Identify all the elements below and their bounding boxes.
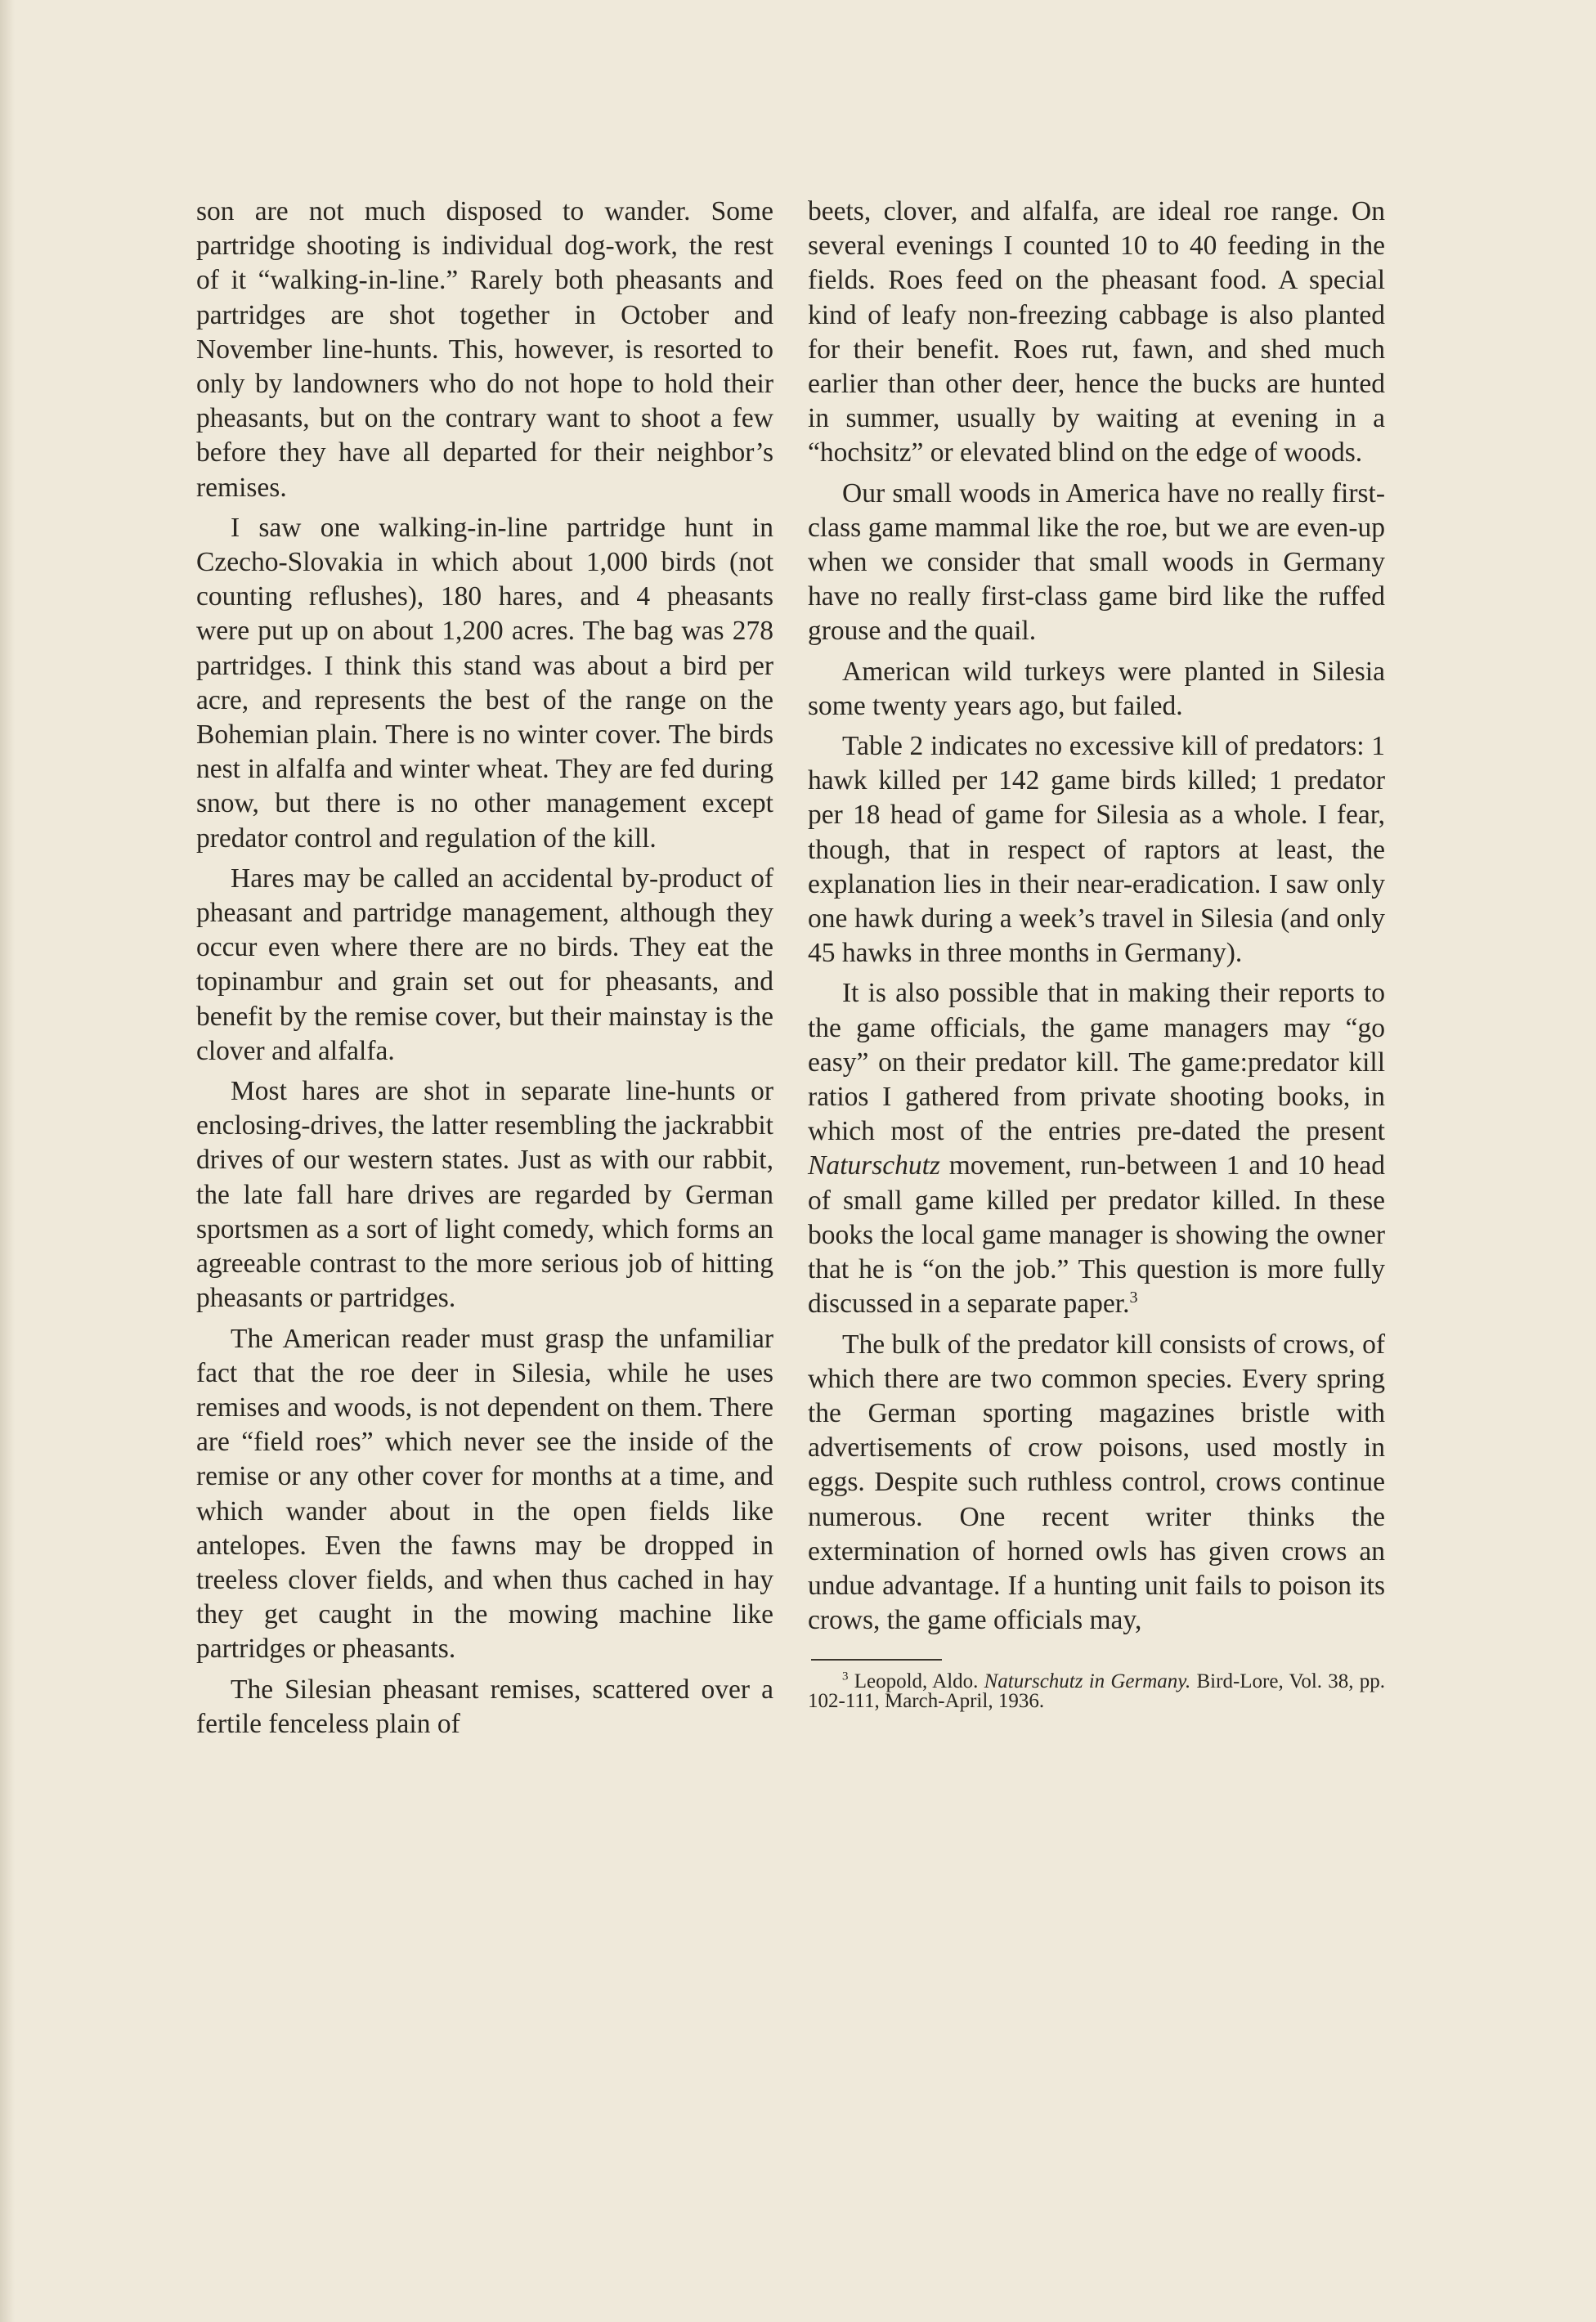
page-binding-edge (0, 0, 15, 2322)
footnote-title: Naturschutz in Germany. (984, 1670, 1191, 1693)
paragraph-text: It is also possible that in making their reports to the game officials, the game managers may “go easy” on their predator kill. The game:predator kill ratios I gathered from private shooting books, in which most of the entries pre-dated the present (808, 978, 1385, 1147)
paragraph-text: movement, run-between 1 and 10 head of small game killed per predator killed. In these books the local game manager is showing the owner that he is “on the job.” This question is more fully discussed in a separate paper. (808, 1150, 1385, 1320)
paragraph: Most hares are shot in separate line-hunts or enclosing-drives, the latter resembling the jackrabbit drives of our western states. Just as with our rabbit, the late fall hare drives are regarded by German sportsmen as a sort of light comedy, which forms an agreeable contrast to the more serious job of hitting pheasants or partridges. (196, 1076, 773, 1314)
paragraph: beets, clover, and alfalfa, are ideal roe range. On several evenings I counted 10 to 40 feeding in the fields. Roes feed on the pheasant food. A special kind of leafy non-freezing cabbage is also planted for their benefit. Roes rut, fawn, and shed much earlier than other deer, hence the bucks are hunted in summer, usually by waiting at evening in a “hochsitz” or elevated blind on the edge of woods. (808, 196, 1385, 468)
paragraph: Hares may be called an accidental by-product of pheasant and partridge management, although they occur even where there are no birds. They eat the topinambur and grain set out for pheasants, and benefit by the remise cover, but their mainstay is the clover and alfalfa. (196, 863, 773, 1066)
footnote-divider (811, 1659, 942, 1661)
footnote-author: Leopold, Aldo. (848, 1670, 984, 1693)
footnote-mark: 3 (842, 1670, 849, 1683)
paragraph: The bulk of the predator kill consists of crows, of which there are two common species. Every spring the German sporting magazines bristle with advertisements of crow poisons, used mostly in eggs. Despite such ruthless control, crows continue numerous. One recent writer thinks the extermination of horned owls has given crows an undue advantage. If a hunting unit fails to poison its crows, the game officials may, (808, 1329, 1385, 1636)
paragraph (808, 976, 1385, 1321)
paragraph: I saw one walking-in-line partridge hunt in Czecho-Slovakia in which about 1,000 birds (not counting reflushes), 180 hares, and 4 pheasants were put up on about 1,200 acres. The bag was 278 partridges. I think this stand was about a bird per acre, and represents the best of the range on the Bohemian plain. There is no winter cover. The birds nest in alfalfa and winter wheat. They are fed during snow, but there is no other management except predator control and regulation of the kill. (196, 512, 773, 854)
paragraph: The American reader must grasp the unfamiliar fact that the roe deer in Silesia, while he uses remises and woods, is not dependent on them. There are “field roes” which never see the inside of the remise or any other cover for months at a time, and which wander about in the open fields like antelopes. Even the fawns may be dropped in treeless clover fields, and when thus cached in hay they get caught in the mowing machine like partridges or pheasants. (196, 1323, 773, 1665)
paragraph: Table 2 indicates no excessive kill of predators: 1 hawk killed per 142 game birds killed; 1 predator per 18 head of game for Silesia as a whole. I fear, though, that in respect of raptors at least, the explanation lies in their near-eradication. I saw only one hawk during a week’s travel in Silesia (and only 45 hawks in three months in Germany). (808, 731, 1385, 969)
footnote (808, 1672, 1385, 1711)
paragraph: son are not much disposed to wander. Some partridge shooting is individual dog-work, the rest of it “walking-in-line.” Rarely both pheasants and partridges are shot together in October and November line-hunts. This, however, is resorted to only by landowners who do not hope to hold their pheasants, but on the contrary want to shoot a few before they have all departed for their neighbor’s remises. (196, 196, 773, 503)
left-column (196, 195, 773, 1747)
paragraph: Our small woods in America have no really first-class game mammal like the roe, but we are even-up when we consider that small woods in Germany have no really first-class game bird like the ruffed grouse and the quail. (808, 477, 1385, 647)
footnote-reference: 3 (1129, 1289, 1138, 1307)
right-column (808, 195, 1385, 1717)
italic-term: Naturschutz (808, 1150, 940, 1181)
footnote-citation: Bird-Lore, Vol. 38, pp. 102-111, March-April, 1936. (808, 1670, 1385, 1713)
paragraph: The Silesian pheasant remises, scattered over a fertile fenceless plain of (196, 1674, 773, 1739)
paragraph: American wild turkeys were planted in Silesia some twenty years ago, but failed. (808, 656, 1385, 721)
